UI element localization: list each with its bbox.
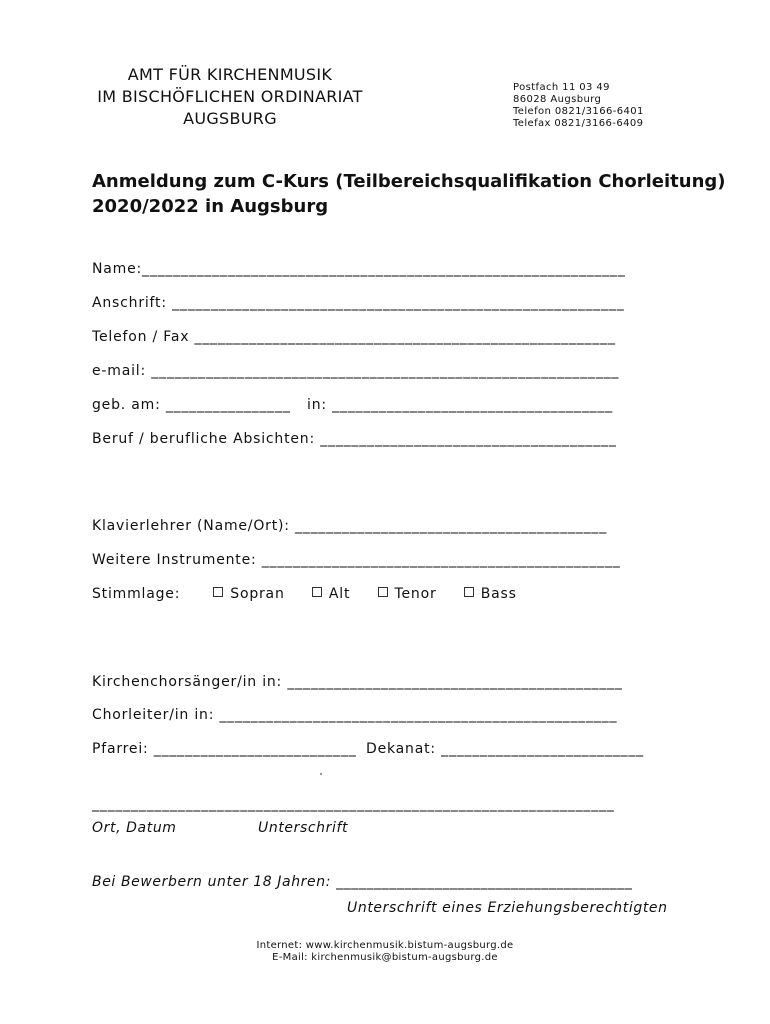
birthplace-field[interactable]: in: ____________________________________ (307, 397, 613, 413)
footer-email: E-Mail: kirchenmusik@bistum-augsburg.de (272, 952, 498, 963)
address-line-3: Telefon 0821/3166-6401 (513, 106, 644, 117)
name-field[interactable]: Name:______________________________________________________________ (92, 261, 626, 277)
church-choir-field[interactable]: Kirchenchorsänger/in in: ___________________________________________ (92, 674, 623, 690)
parish-field[interactable]: Pfarrei: __________________________ (92, 741, 357, 757)
option-label: Alt (328, 586, 351, 602)
voice-type-label: Stimmlage: (92, 586, 181, 602)
birthdate-field[interactable]: geb. am: ________________ (92, 397, 291, 413)
title-line-2: 2020/2022 in Augsburg (92, 196, 329, 217)
option-label: Sopran (230, 586, 285, 602)
place-date-label: Ort, Datum (92, 820, 177, 836)
deanery-field[interactable]: Dekanat: __________________________ (366, 741, 644, 757)
address-field[interactable]: Anschrift: __________________________________________________________ (92, 295, 625, 311)
form-title (92, 169, 726, 219)
voice-option-soprano[interactable] (213, 585, 284, 603)
footer-internet: Internet: www.kirchenmusik.bistum-augsburg.de (256, 940, 514, 951)
minor-guardian-field[interactable]: Bei Bewerbern unter 18 Jahren: _______________________________________ (92, 874, 633, 890)
org-line-3: AUGSBURG (183, 109, 277, 128)
option-label: Bass (480, 586, 517, 602)
checkbox-icon[interactable] (213, 587, 223, 597)
address-line-4: Telefax 0821/3166-6409 (513, 118, 644, 129)
checkbox-icon[interactable] (464, 587, 474, 597)
voice-option-bass[interactable] (464, 585, 517, 603)
signature-line[interactable]: ___________________________________________________________________ (92, 796, 615, 812)
phone-fax-field[interactable]: Telefon / Fax ______________________________________________________ (92, 329, 616, 345)
voice-type-row (92, 585, 539, 603)
signature-label: Unterschrift (258, 820, 349, 836)
checkbox-icon[interactable] (378, 587, 388, 597)
voice-option-alto[interactable] (312, 585, 350, 603)
email-field[interactable]: e-mail: ____________________________________________________________ (92, 363, 620, 379)
voice-option-tenor[interactable] (378, 585, 437, 603)
address-line-1: Postfach 11 03 49 (513, 82, 610, 93)
organization-name (70, 64, 390, 130)
choir-leader-field[interactable]: Chorleiter/in in: ___________________________________________________ (92, 707, 618, 723)
checkbox-icon[interactable] (312, 587, 322, 597)
option-label: Tenor (394, 586, 437, 602)
piano-teacher-field[interactable]: Klavierlehrer (Name/Ort): ________________________________________ (92, 518, 608, 534)
address-line-2: 86028 Augsburg (513, 94, 602, 105)
org-line-1: AMT FÜR KIRCHENMUSIK (127, 65, 333, 84)
profession-field[interactable]: Beruf / berufliche Absichten: ______________________________________ (92, 431, 617, 447)
title-line-1: Anmeldung zum C-Kurs (Teilbereichsqualifikation Chorleitung) (92, 171, 726, 192)
stray-dot (320, 773, 322, 775)
postal-address (513, 82, 644, 130)
instruments-field[interactable]: Weitere Instrumente: ______________________________________________ (92, 552, 621, 568)
guardian-signature-label: Unterschrift eines Erziehungsberechtigten (347, 900, 668, 916)
org-line-2: IM BISCHÖFLICHEN ORDINARIAT (97, 87, 363, 106)
